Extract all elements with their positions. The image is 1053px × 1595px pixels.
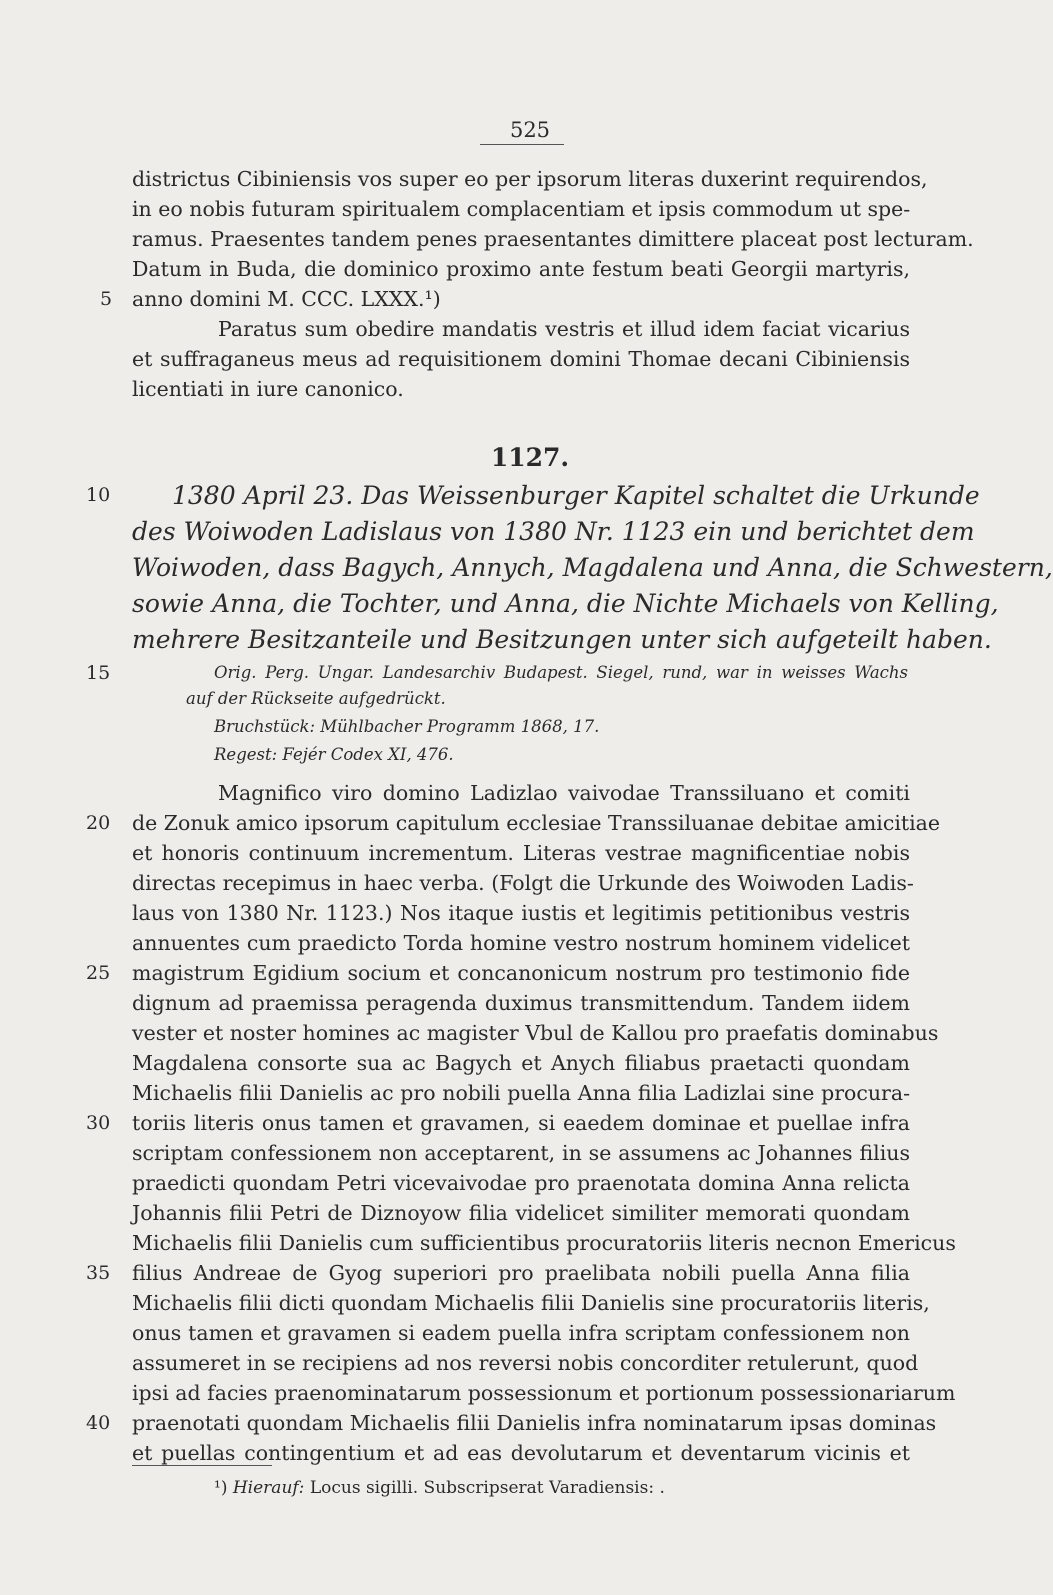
footnote-text: Locus sigilli. Subscripserat Varadiensis: . xyxy=(309,1478,665,1498)
margin-line-number: 20 xyxy=(86,812,111,834)
regest-line: Woiwoden, dass Bagych, Annych, Magdalena und Anna, die Schwestern, xyxy=(132,553,1053,582)
text-line: scriptam confessionem non acceptarent, in se assumens ac Johannes filius xyxy=(132,1141,910,1165)
text-line: assumeret in se recipiens ad nos reversi nobis concorditer retulerunt, quod xyxy=(132,1351,919,1375)
text-line: et puellas contingentium et ad eas devolutarum et deventarum vicinis et xyxy=(132,1441,910,1465)
text-line: Datum in Buda, die dominico proximo ante festum beati Georgii martyris, xyxy=(132,257,910,281)
footnote-mark: ¹) xyxy=(214,1478,228,1498)
text-line: ipsi ad facies praenominatarum possessionum et portionum possessionariarum xyxy=(132,1381,956,1405)
source-line: auf der Rückseite aufgedrückt. xyxy=(186,689,446,708)
text-line: Paratus sum obedire mandatis vestris et illud idem faciat vicarius xyxy=(218,317,910,341)
margin-line-number: 35 xyxy=(86,1262,111,1284)
text-line: Johannis filii Petri de Diznoyow filia videlicet similiter memorati quondam xyxy=(132,1201,910,1225)
text-line: praedicti quondam Petri vicevaivodae pro praenotata domina Anna relicta xyxy=(132,1171,910,1195)
page-number: 525 xyxy=(509,118,551,142)
text-line: ramus. Praesentes tandem penes praesentantes dimittere placeat post lecturam. xyxy=(132,227,974,251)
text-line: filius Andreae de Gyog superiori pro praelibata nobili puella Anna filia xyxy=(132,1261,910,1285)
text-line: toriis literis onus tamen et gravamen, si eaedem dominae et puellae infra xyxy=(132,1111,910,1135)
text-line: Michaelis filii dicti quondam Michaelis filii Danielis sine procuratoriis literis, xyxy=(132,1291,930,1315)
text-line: onus tamen et gravamen si eadem puella infra scriptam confessionem non xyxy=(132,1321,910,1345)
document-number: 1127. xyxy=(490,443,570,472)
text-line: Magnifico viro domino Ladizlao vaivodae Transsiluano et comiti xyxy=(218,781,910,805)
footnote-label: Hierauf: xyxy=(232,1478,305,1498)
text-line: Michaelis filii Danielis ac pro nobili puella Anna filia Ladizlai sine procura- xyxy=(132,1081,910,1105)
margin-line-number: 30 xyxy=(86,1112,111,1134)
text-line: Magdalena consorte sua ac Bagych et Anych filiabus praetacti quondam xyxy=(132,1051,910,1075)
regest-line: 1380 April 23. Das Weissenburger Kapitel schaltet die Urkunde xyxy=(172,481,980,510)
text-line: annuentes cum praedicto Torda homine vestro nostrum hominem videlicet xyxy=(132,931,910,955)
page-number-rule xyxy=(480,144,564,145)
text-line: directas recepimus in haec verba. (Folgt die Urkunde des Woiwoden Ladis- xyxy=(132,871,914,895)
source-line: Regest: Fejér Codex XI, 476. xyxy=(214,745,454,764)
text-line: et honoris continuum incrementum. Literas vestrae magnificentiae nobis xyxy=(132,841,910,865)
margin-line-number: 25 xyxy=(86,962,111,984)
regest-line: des Woiwoden Ladislaus von 1380 Nr. 1123 ein und berichtet dem xyxy=(132,517,975,546)
margin-line-number: 15 xyxy=(86,662,111,684)
text-line: Michaelis filii Danielis cum sufficientibus procuratoriis literis necnon Emericus xyxy=(132,1231,956,1255)
source-line: Bruchstück: Mühlbacher Programm 1868, 17. xyxy=(214,717,600,736)
text-line: de Zonuk amico ipsorum capitulum ecclesiae Transsiluanae debitae amicitiae xyxy=(132,811,941,835)
margin-line-number: 5 xyxy=(100,288,113,310)
margin-line-number: 40 xyxy=(86,1412,111,1434)
text-line: laus von 1380 Nr. 1123.) Nos itaque iustis et legitimis petitionibus vestris xyxy=(132,901,910,925)
regest-line: mehrere Besitzanteile und Besitzungen unter sich aufgeteilt haben. xyxy=(132,625,992,654)
regest-line: sowie Anna, die Tochter, und Anna, die Nichte Michaels von Kelling, xyxy=(132,589,999,618)
footnote xyxy=(214,1478,665,1498)
text-line: dignum ad praemissa peragenda duximus transmittendum. Tandem iidem xyxy=(132,991,910,1015)
source-line: Orig. Perg. Ungar. Landesarchiv Budapest. Siegel, rund, war in weisses Wachs xyxy=(214,663,908,682)
text-line: districtus Cibiniensis vos super eo per ipsorum literas duxerint requirendos, xyxy=(132,167,928,191)
text-line: licentiati in iure canonico. xyxy=(132,377,404,401)
text-line: in eo nobis futuram spiritualem complacentiam et ipsis commodum ut spe- xyxy=(132,197,911,221)
text-line: et suffraganeus meus ad requisitionem domini Thomae decani Cibiniensis xyxy=(132,347,910,371)
footnote-rule xyxy=(132,1465,272,1466)
text-line: vester et noster homines ac magister Vbul de Kallou pro praefatis dominabus xyxy=(132,1021,939,1045)
margin-line-number: 10 xyxy=(86,484,111,506)
text-line: anno domini M. CCC. LXXX.¹) xyxy=(132,287,441,311)
text-line: praenotati quondam Michaelis filii Danielis infra nominatarum ipsas dominas xyxy=(132,1411,937,1435)
text-line: magistrum Egidium socium et concanonicum nostrum pro testimonio fide xyxy=(132,961,910,985)
